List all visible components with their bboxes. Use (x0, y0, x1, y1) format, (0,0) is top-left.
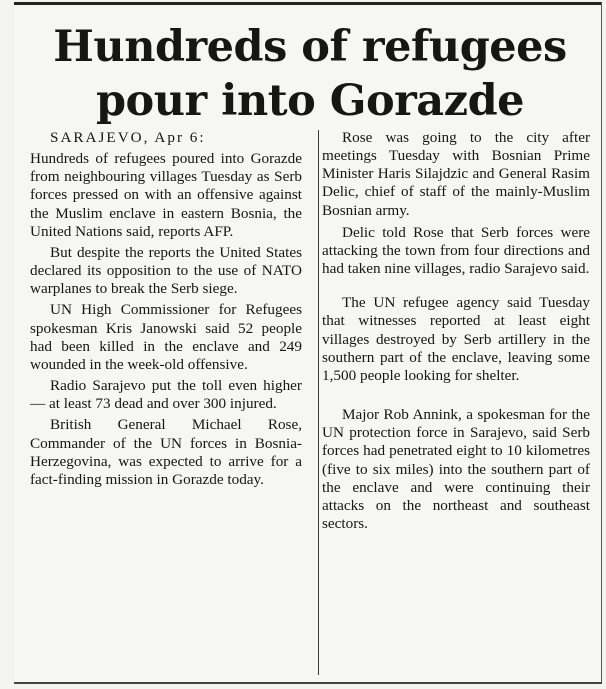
paragraph-7: Delic told Rose that Serb forces were attacking the town from four directions and had taken nine villages, radio Sarajevo said. (322, 223, 590, 278)
paragraph-1: Hundreds of refugees poured into Gorazde from neighbouring villages Tuesday as Serb forces pressed on with an offensive against the Muslim enclave in eastern Bosnia, the United Nations said, reports AFP. (30, 150, 302, 240)
paragraph-5: British General Michael Rose, Commander of the UN forces in Bosnia-Herzegovina, was expected to arrive for a fact-finding mission in Gorazde today. (30, 416, 302, 488)
paragraph-9: Major Rob Annink, a spokesman for the UN protection force in Sarajevo, said Serb forces had penetrated eight to 10 kilometres (five to six miles) into the southern part of the enclave and were continuing their attacks on the northeast and southeast sectors. (322, 406, 590, 532)
column-divider (318, 130, 319, 675)
right-border (601, 2, 602, 682)
paragraph-6: Rose was going to the city after meetings Tuesday with Bosnian Prime Minister Haris Silajdzic and General Rasim Delic, chief of staff of the mainly-Muslim Bosnian army. (322, 129, 590, 219)
paragraph-4: Radio Sarajevo put the toll even higher — at least 73 dead and over 300 injured. (30, 377, 302, 413)
bottom-rule (14, 682, 602, 684)
paragraph-2: But despite the reports the United States declared its opposition to the use of NATO warplanes to break the Serb siege. (30, 243, 302, 298)
left-column (30, 129, 302, 489)
paragraph-8: The UN refugee agency said Tuesday that witnesses reported at least eight villages destroyed by Serb artillery in the southern part of the enclave, leaving some 1,500 people looking for shelter. (322, 294, 590, 384)
right-column (322, 129, 590, 533)
headline (24, 20, 596, 128)
dateline-text: SARAJEVO, Apr 6: (50, 129, 206, 146)
top-rule (14, 2, 602, 5)
dateline (30, 129, 302, 147)
headline-line-1: Hundreds of refugees (53, 22, 567, 72)
headline-line-2: pour into Gorazde (95, 76, 524, 126)
paragraph-3: UN High Commissioner for Refugees spokesman Kris Janowski said 52 people had been killed in the enclave and 249 wounded in the week-old offensive. (30, 301, 302, 373)
